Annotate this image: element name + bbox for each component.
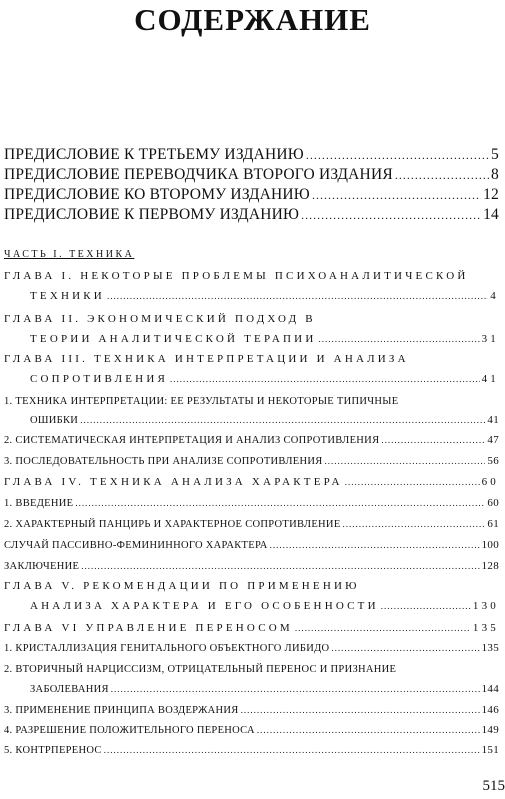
dot-leader (111, 684, 480, 694)
chapter-2-title: ГЛАВА II. ЭКОНОМИЧЕСКИЙ ПОДХОД В (4, 313, 316, 325)
toc-entry-text: ПРЕДИСЛОВИЕ ПЕРЕВОДЧИКА ВТОРОГО ИЗДАНИЯ (4, 166, 393, 183)
chapter-6-item-2-title: 2. ВТОРИЧНЫЙ НАРЦИССИЗМ, ОТРИЦАТЕЛЬНЫЙ ПЕРЕНОС И ПРИЗНАНИЕ (4, 664, 397, 675)
toc-entry-text: 2. ХАРАКТЕРНЫЙ ПАНЦИРЬ И ХАРАКТЕРНОЕ СОПРОТИВЛЕНИЕ (4, 519, 341, 530)
toc-entry-text: ЗАКЛЮЧЕНИЕ (4, 561, 80, 572)
toc-entry-page: 61 (487, 518, 499, 530)
dot-leader (241, 705, 480, 715)
toc-entry-ch6-item-2[interactable] (30, 683, 499, 695)
dot-leader (257, 725, 480, 735)
toc-entry-page: 135 (472, 622, 499, 634)
toc-entry-chapter-4[interactable] (4, 476, 499, 488)
toc-entry-text: СЛУЧАЙ ПАССИВНО-ФЕМИНИННОГО ХАРАКТЕРА (4, 540, 268, 551)
toc-entry-ch3-item-2[interactable] (4, 434, 499, 446)
dot-leader (170, 374, 480, 384)
dot-leader (325, 456, 486, 466)
dot-leader (331, 643, 479, 653)
toc-entry-ch4-item-4[interactable] (4, 560, 499, 572)
toc-entry-text: ПРЕДИСЛОВИЕ К ТРЕТЬЕМУ ИЗДАНИЮ (4, 146, 304, 163)
dot-leader (104, 745, 480, 755)
toc-entry-page: 41 (487, 414, 499, 426)
toc-entry-chapter-5[interactable] (30, 600, 499, 612)
toc-entry-text: 1. ВВЕДЕНИЕ (4, 498, 74, 509)
toc-entry-text: 5. КОНТРПЕРЕНОС (4, 745, 102, 756)
toc-entry-text: ГЛАВА IV. ТЕХНИКА АНАЛИЗА ХАРАКТЕРА (4, 476, 343, 488)
toc-entry-page: 146 (481, 704, 499, 716)
toc-entry-ch6-item-5[interactable] (4, 744, 499, 756)
toc-entry-page: 144 (481, 683, 499, 695)
toc-entry-page: 60 (487, 497, 499, 509)
dot-leader (301, 208, 481, 223)
toc-entry-preface-3[interactable] (4, 146, 499, 164)
toc-entry-page: 60 (481, 476, 499, 488)
toc-entry-page: 31 (481, 333, 499, 345)
toc-entry-page: 12 (483, 186, 499, 203)
toc-entry-text: ГЛАВА VI УПРАВЛЕНИЕ ПЕРЕНОСОМ (4, 622, 293, 634)
toc-entry-text: ЗАБОЛЕВАНИЯ (30, 684, 109, 695)
toc-entry-text: 3. ПРИМЕНЕНИЕ ПРИНЦИПА ВОЗДЕРЖАНИЯ (4, 705, 239, 716)
toc-entry-ch3-item-1[interactable] (30, 414, 499, 426)
page-title: СОДЕРЖАНИЕ (134, 2, 371, 37)
toc-entry-preface-1[interactable] (4, 206, 499, 224)
toc-entry-page: 8 (491, 166, 499, 183)
dot-leader (381, 435, 485, 445)
dot-leader (345, 477, 480, 487)
toc-entry-ch3-item-3[interactable] (4, 455, 499, 467)
toc-entry-preface-2[interactable] (4, 186, 499, 204)
toc-entry-page: 47 (487, 434, 499, 446)
toc-entry-ch6-item-4[interactable] (4, 724, 499, 736)
toc-entry-page: 151 (481, 744, 499, 756)
toc-entry-page: 149 (481, 724, 499, 736)
toc-entry-page: 14 (483, 206, 499, 223)
toc-entry-text: 4. РАЗРЕШЕНИЕ ПОЛОЖИТЕЛЬНОГО ПЕРЕНОСА (4, 725, 255, 736)
toc-entry-page: 130 (472, 600, 499, 612)
toc-entry-text: ТЕОРИИ АНАЛИТИЧЕСКОЙ ТЕРАПИИ (30, 333, 317, 345)
toc-entry-text: ТЕХНИКИ (30, 290, 105, 302)
dot-leader (81, 561, 479, 571)
dot-leader (295, 623, 471, 633)
toc-entry-preface-translator[interactable] (4, 166, 499, 184)
chapter-3-title: ГЛАВА III. ТЕХНИКА ИНТЕРПРЕТАЦИИ И АНАЛИЗА (4, 353, 409, 365)
toc-entry-text: ПРЕДИСЛОВИЕ КО ВТОРОМУ ИЗДАНИЮ (4, 186, 310, 203)
toc-entry-page: 128 (481, 560, 499, 572)
toc-entry-ch4-item-2[interactable] (4, 518, 499, 530)
page-number: 515 (482, 778, 505, 794)
toc-entry-chapter-3[interactable] (30, 373, 499, 385)
chapter-5-title: ГЛАВА V. РЕКОМЕНДАЦИИ ПО ПРИМЕНЕНИЮ (4, 580, 360, 592)
dot-leader (343, 519, 486, 529)
dot-leader (312, 188, 481, 203)
toc-entry-ch4-item-3[interactable] (4, 539, 499, 551)
toc-entry-chapter-1[interactable] (30, 290, 499, 302)
toc-entry-text: ПРЕДИСЛОВИЕ К ПЕРВОМУ ИЗДАНИЮ (4, 206, 300, 223)
toc-entry-text: 2. СИСТЕМАТИЧЕСКАЯ ИНТЕРПРЕТАЦИЯ И АНАЛИЗ СОПРОТИВЛЕНИЯ (4, 435, 380, 446)
part-heading: ЧАСТЬ I. ТЕХНИКА (4, 249, 135, 260)
toc-entry-ch6-item-3[interactable] (4, 704, 499, 716)
dot-leader (381, 601, 471, 611)
dot-leader (270, 540, 480, 550)
dot-leader (80, 415, 485, 425)
dot-leader (318, 334, 479, 344)
toc-entry-text: 1. КРИСТАЛЛИЗАЦИЯ ГЕНИТАЛЬНОГО ОБЪЕКТНОГО ЛИБИДО (4, 643, 330, 654)
chapter-1-title: ГЛАВА I. НЕКОТОРЫЕ ПРОБЛЕМЫ ПСИХОАНАЛИТИЧЕСКОЙ (4, 270, 469, 282)
toc-entry-chapter-2[interactable] (30, 333, 499, 345)
dot-leader (395, 168, 489, 183)
toc-entry-page: 41 (481, 373, 499, 385)
chapter-3-item-1-title: 1. ТЕХНИКА ИНТЕРПРЕТАЦИИ: ЕЕ РЕЗУЛЬТАТЫ И НЕКОТОРЫЕ ТИПИЧНЫЕ (4, 396, 399, 407)
toc-entry-text: СОПРОТИВЛЕНИЯ (30, 373, 169, 385)
toc-entry-page: 56 (487, 455, 499, 467)
dot-leader (107, 291, 488, 301)
toc-entry-page: 4 (490, 290, 499, 302)
toc-entry-page: 135 (481, 642, 499, 654)
toc-entry-page: 5 (491, 146, 499, 163)
toc-entry-ch4-item-1[interactable] (4, 497, 499, 509)
toc-entry-text: ОШИБКИ (30, 415, 79, 426)
toc-entry-page: 100 (481, 539, 499, 551)
dot-leader (306, 148, 489, 163)
toc-entry-ch6-item-1[interactable] (4, 642, 499, 654)
dot-leader (75, 498, 485, 508)
toc-entry-chapter-6[interactable] (4, 622, 499, 634)
toc-entry-text: АНАЛИЗА ХАРАКТЕРА И ЕГО ОСОБЕННОСТИ (30, 600, 379, 612)
toc-entry-text: 3. ПОСЛЕДОВАТЕЛЬНОСТЬ ПРИ АНАЛИЗЕ СОПРОТИВЛЕНИЯ (4, 456, 323, 467)
